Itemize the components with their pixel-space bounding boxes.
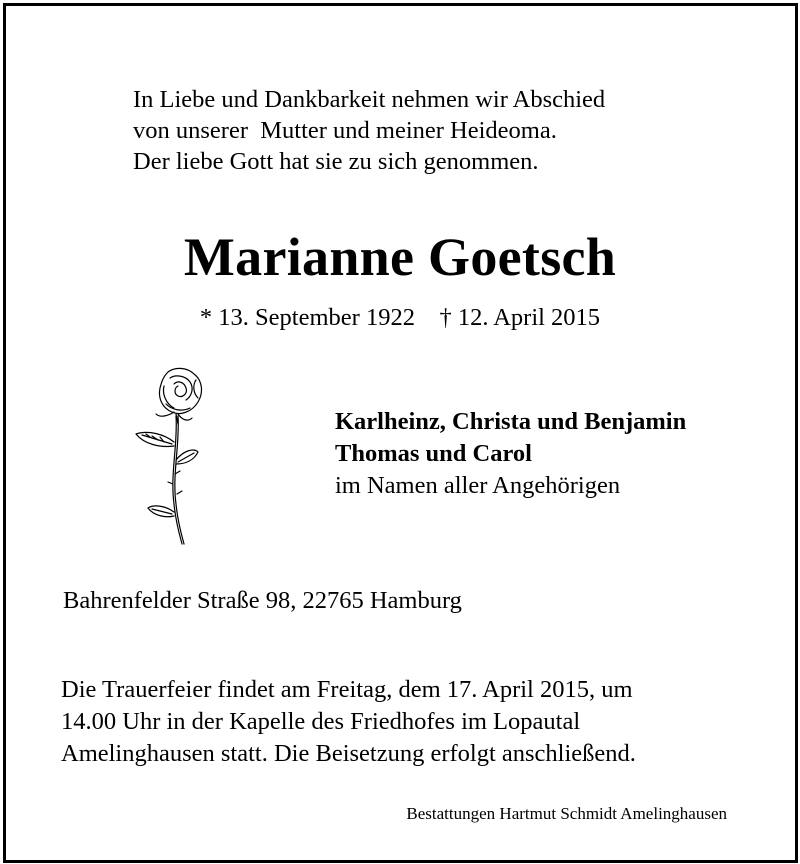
- rose-icon: [128, 364, 214, 550]
- intro-line-2: von unserer Mutter und meiner Heideoma.: [133, 117, 557, 144]
- life-dates: * 13. September 1922 † 12. April 2015: [199, 304, 601, 331]
- ceremony-line-1: Die Trauerfeier findet am Freitag, dem 17. April 2015, um: [61, 676, 633, 703]
- mourners-block: [335, 406, 686, 502]
- mourners-line-3: im Namen aller Angehörigen: [335, 472, 621, 499]
- mourners-line-2: Thomas und Carol: [335, 440, 532, 467]
- address: Bahrenfelder Straße 98, 22765 Hamburg: [63, 587, 462, 614]
- intro-text: [133, 84, 605, 177]
- intro-line-1: In Liebe und Dankbarkeit nehmen wir Abschied: [133, 86, 606, 113]
- deceased-name: Marianne Goetsch: [183, 227, 617, 287]
- undertaker-credit: Bestattungen Hartmut Schmidt Amelinghausen: [406, 804, 727, 823]
- mourners-line-1: Karlheinz, Christa und Benjamin: [335, 408, 687, 435]
- ceremony-line-3: Amelinghausen statt. Die Beisetzung erfolgt anschließend.: [61, 740, 636, 767]
- intro-line-3: Der liebe Gott hat sie zu sich genommen.: [133, 148, 539, 175]
- ceremony-text: [61, 674, 636, 770]
- ceremony-line-2: 14.00 Uhr in der Kapelle des Friedhofes im Lopautal: [61, 708, 581, 735]
